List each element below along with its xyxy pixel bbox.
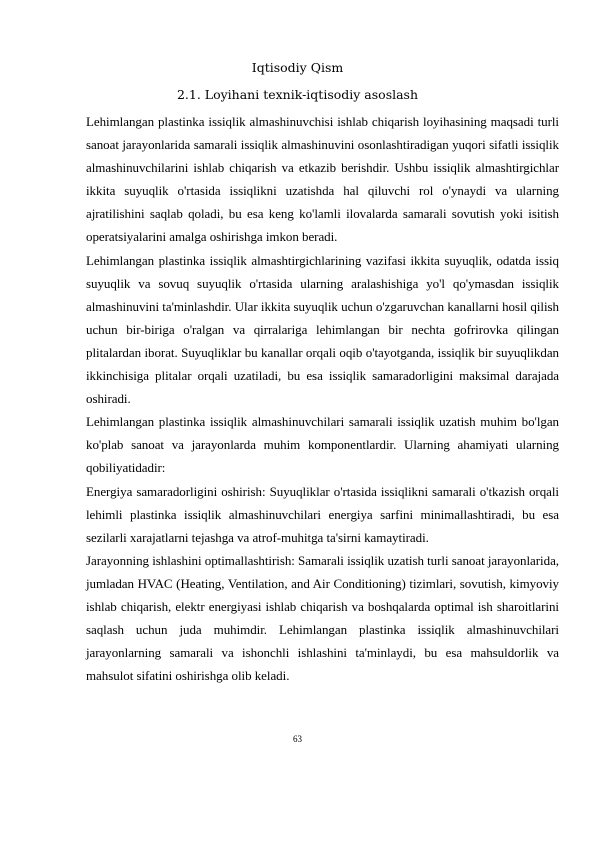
paragraph-importance: Lehimlangan plastinka issiqlik almashinuvchilari samarali issiqlik uzatish muhim bo'lgan ko'plab sanoat va jarayonlarda muhim komponentlardir. Ularning ahamiyati ularning qobiliyatidadir: bbox=[86, 414, 559, 476]
paragraph-process-optimization: Jarayonning ishlashini optimallashtirish: Samarali issiqlik uzatish turli sanoat jarayonlarida, jumladan HVAC (Heating, Ventilation, and Air Conditioning) tizimlari, sovutish, kimyoviy ishlab chiqarish, elektr energiyasi ishlab chiqarish va boshqalarda optimal ish sharoitlarini saqlash uchun juda muhimdir. Lehimlangan plastinka issiqlik almashinuvchilari jarayonlarning samarali va ishonchli ishlashini ta'minlaydi, bu esa mahsuldorlik va mahsulot sifatini oshirishga olib keladi. bbox=[86, 552, 559, 684]
subsection-title: 2.1. Loyihani texnik-iqtisodiy asoslash bbox=[176, 87, 419, 102]
paragraph-function: Lehimlangan plastinka issiqlik almashtirgichlarining vazifasi ikkita suyuqlik, odatda issiq suyuqlik va sovuq suyuqlik o'rtasida ularning aralashishiga yo'l qo'ymasdan issiqlik almashinuvini ta'minlashdir. Ular ikkita suyuqlik uchun o'zgaruvchan kanallarni hosil qilish uchun bir-biriga o'ralgan va qirralariga lehimlangan bir nechta gofrirovka qilingan plitalardan iborat. Suyuqliklar bu kanallar orqali oqib o'tayotganda, issiqlik bir suyuqlikdan ikkinchisiga plitalar orqali uzatiladi, bu esa issiqlik samaradorligini maksimal darajada oshiradi. bbox=[86, 252, 559, 407]
paragraph-energy-efficiency: Energiya samaradorligini oshirish: Suyuqliklar o'rtasida issiqlikni samarali o'tkazish orqali lehimli plastinka issiqlik almashinuvchilari energiya sarfini minimallashtiradi, bu esa sezilarli xarajatlarni tejashga va atrof-muhitga ta'sirni kamaytiradi. bbox=[86, 483, 559, 545]
section-title: Iqtisodiy Qism bbox=[251, 60, 344, 75]
body-text bbox=[86, 110, 559, 687]
paragraph-purpose: Lehimlangan plastinka issiqlik almashinuvchisi ishlab chiqarish loyihasining maqsadi turli sanoat jarayonlarida samarali issiqlik almashinuvini osonlashtiradigan yuqori sifatli issiqlik almashinuvchilarini ishlab chiqarish va etkazib berishdir. Ushbu issiqlik almashtirgichlar ikkita suyuqlik o'rtasida issiqlikni uzatishda hal qiluvchi rol o'ynaydi va ularning ajratilishini saqlab qoladi, bu esa keng ko'lamli ilovalarda samarali sovutish yoki isitish operatsiyalarini amalga oshirishga imkon beradi. bbox=[86, 114, 559, 245]
page-number: 63 bbox=[293, 734, 302, 744]
